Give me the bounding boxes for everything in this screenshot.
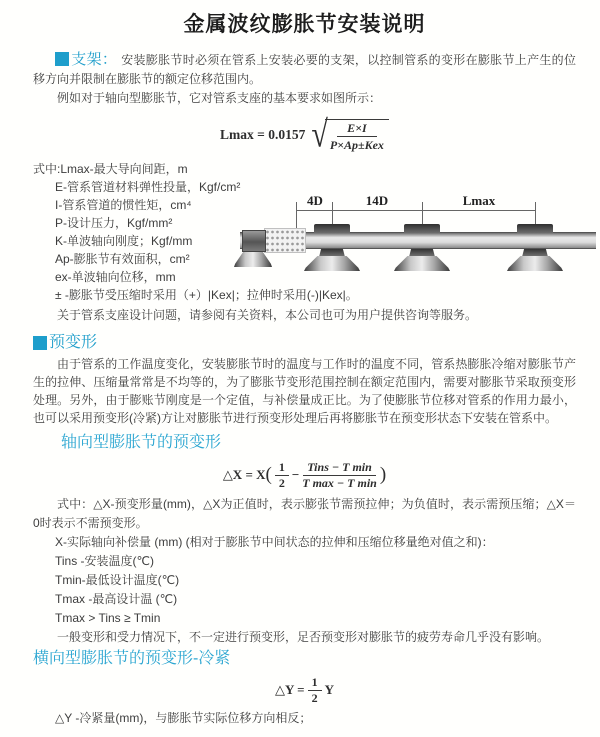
dimension-tick xyxy=(535,202,536,226)
definition-row: ± -膨胀节受压缩时采用（+）|Kex|；拉伸时采用(-)|Kex|。 xyxy=(55,288,358,302)
fraction-numerator: Tins − T min xyxy=(303,461,376,476)
fraction-numerator: E×I xyxy=(337,121,377,137)
bellows-section xyxy=(264,228,306,253)
fraction-numerator: 1 xyxy=(275,461,289,476)
one-half-fraction xyxy=(275,461,289,490)
formula-lhs: Lmax = 0.0157 xyxy=(220,127,306,142)
definition-row: 式中:Lmax-最大导向间距，m xyxy=(33,162,188,176)
open-paren: ( xyxy=(265,464,272,485)
support-intro-paragraph xyxy=(33,50,576,89)
support-saddle xyxy=(319,249,345,257)
axial-line: Tmax -最高设计温 (℃) xyxy=(55,592,178,606)
support-base xyxy=(394,256,450,271)
section-marker-icon xyxy=(55,52,69,66)
section-marker-icon xyxy=(33,336,47,350)
fraction-denominator: T max − T min xyxy=(302,475,377,490)
definition-row: ex-单波轴向位移，mm xyxy=(55,270,176,284)
dim-label-lmax: Lmax xyxy=(462,193,496,208)
predeform-section-header xyxy=(33,333,576,353)
lateral-line: △Y -冷紧量(mm)，与膨胀节实际位移方向相反； xyxy=(55,711,312,725)
axial-formula xyxy=(33,458,576,492)
axial-explain: 式中：△X-预变形量(mm)，△X为正值时，表示膨张节需预拉伸；为负值时，表示需预压缩；△X＝0时表示不需预变形。 xyxy=(33,497,576,530)
pipe-clamp xyxy=(517,224,553,233)
lateral-subsection-heading: 横向型膨胀节的预变形-冷紧 xyxy=(33,650,231,667)
lmax-formula xyxy=(33,115,576,155)
page-title: 金属波纹膨胀节安装说明 xyxy=(183,13,426,36)
pipe-support-diagram xyxy=(240,192,598,288)
anchor-base xyxy=(234,252,272,267)
fraction-numerator: 1 xyxy=(308,676,322,691)
close-paren: ) xyxy=(379,464,387,485)
definition-row: E-管系管道材料弹性投量，Kgf/cm² xyxy=(55,180,241,194)
support-saddle xyxy=(522,249,548,257)
predeform-heading: 预变形 xyxy=(49,334,98,351)
support-base xyxy=(507,256,563,271)
axial-formula-lhs: △X = X xyxy=(222,467,266,482)
axial-footer: 一般变形和受力情况下，不一定进行预变形，足否预变形对膨胀节的疲劳寿命几乎没有影响。 xyxy=(57,630,550,644)
predeform-body: 由于管系的工作温度变化，安装膨胀节时的温度与工作时的温度不同，管系热膨胀冷缩对膨胀节产生的拉伸、压缩量常常是不均等的，为了膨胀节变形范围控制在额定范围内，需要对膨胀节采取预变形处理。另外，由于膨账节刚度是一个定值，与补偿量成正比。为了使膨胀节位移对管系的作用力最小，也可以采用预变形(冷紧)方让对膨胀节进行预变形处理后再将膨胀节在预变形状态下安装在管系中。 xyxy=(33,357,576,425)
axial-line: Tmax > Tins ≥ Tmin xyxy=(55,611,161,625)
temperature-fraction xyxy=(302,461,377,490)
axial-subsection-heading: 轴向型膨胀节的预变形 xyxy=(61,434,222,451)
support-saddle xyxy=(409,249,435,257)
dim-label-4d: 4D xyxy=(307,193,323,208)
anchor-support xyxy=(242,230,266,252)
dim-label-14d: 14D xyxy=(365,193,389,208)
minus-sign: − xyxy=(291,467,300,482)
definition-row: I-管系管道的惯性矩，cm⁴ xyxy=(55,198,192,212)
sqrt-radical-icon: √ xyxy=(311,113,328,155)
support-base xyxy=(304,256,360,271)
axial-lines xyxy=(33,533,576,628)
one-half-fraction xyxy=(308,676,322,705)
support-section-label: 支架： xyxy=(71,51,118,68)
fraction-denominator: 2 xyxy=(311,690,318,705)
lateral-formula-rhs: Y xyxy=(324,682,334,697)
fraction-denominator: P×Ap±Kex xyxy=(329,137,384,152)
axial-line: Tmin-最低设计温度(℃) xyxy=(55,573,180,587)
lateral-formula xyxy=(33,675,576,705)
lateral-formula-lhs: △Y = xyxy=(275,682,305,697)
definition-row: K-单波轴向刚度；Kgf/mm xyxy=(55,234,193,248)
dimension-tick xyxy=(332,202,333,226)
support-intro-text: 安装膨胀节时必须在管系上安装必要的支架，以控制管系的变形在膨胀节上产生的位移方向并限制在膨胀节的额定位移范围内。 xyxy=(33,53,576,86)
sqrt-fraction xyxy=(325,119,389,152)
definition-row: P-设计压力，Kgf/mm² xyxy=(55,216,173,230)
pipe-clamp xyxy=(314,224,350,233)
axial-line: X-实际轴向补偿量 (mm) (相对于膨胀节中间状态的拉伸和压缩位移量绝对值之和)： xyxy=(55,535,494,549)
support-example-text: 例如对于轴向型膨胀节，它对管系支座的基本要求如图所示： xyxy=(57,91,382,105)
pipe-clamp xyxy=(404,224,440,233)
dimension-tick xyxy=(422,202,423,226)
axial-line: Tins -安装温度(℃) xyxy=(55,554,155,568)
definition-row: Ap-膨胀节有效面积，cm² xyxy=(55,252,190,266)
support-note: 关于管系支座设计问题，请参阅有关资料，本公司也可为用户提供咨询等服务。 xyxy=(57,308,478,322)
fraction-denominator: 2 xyxy=(278,475,285,490)
